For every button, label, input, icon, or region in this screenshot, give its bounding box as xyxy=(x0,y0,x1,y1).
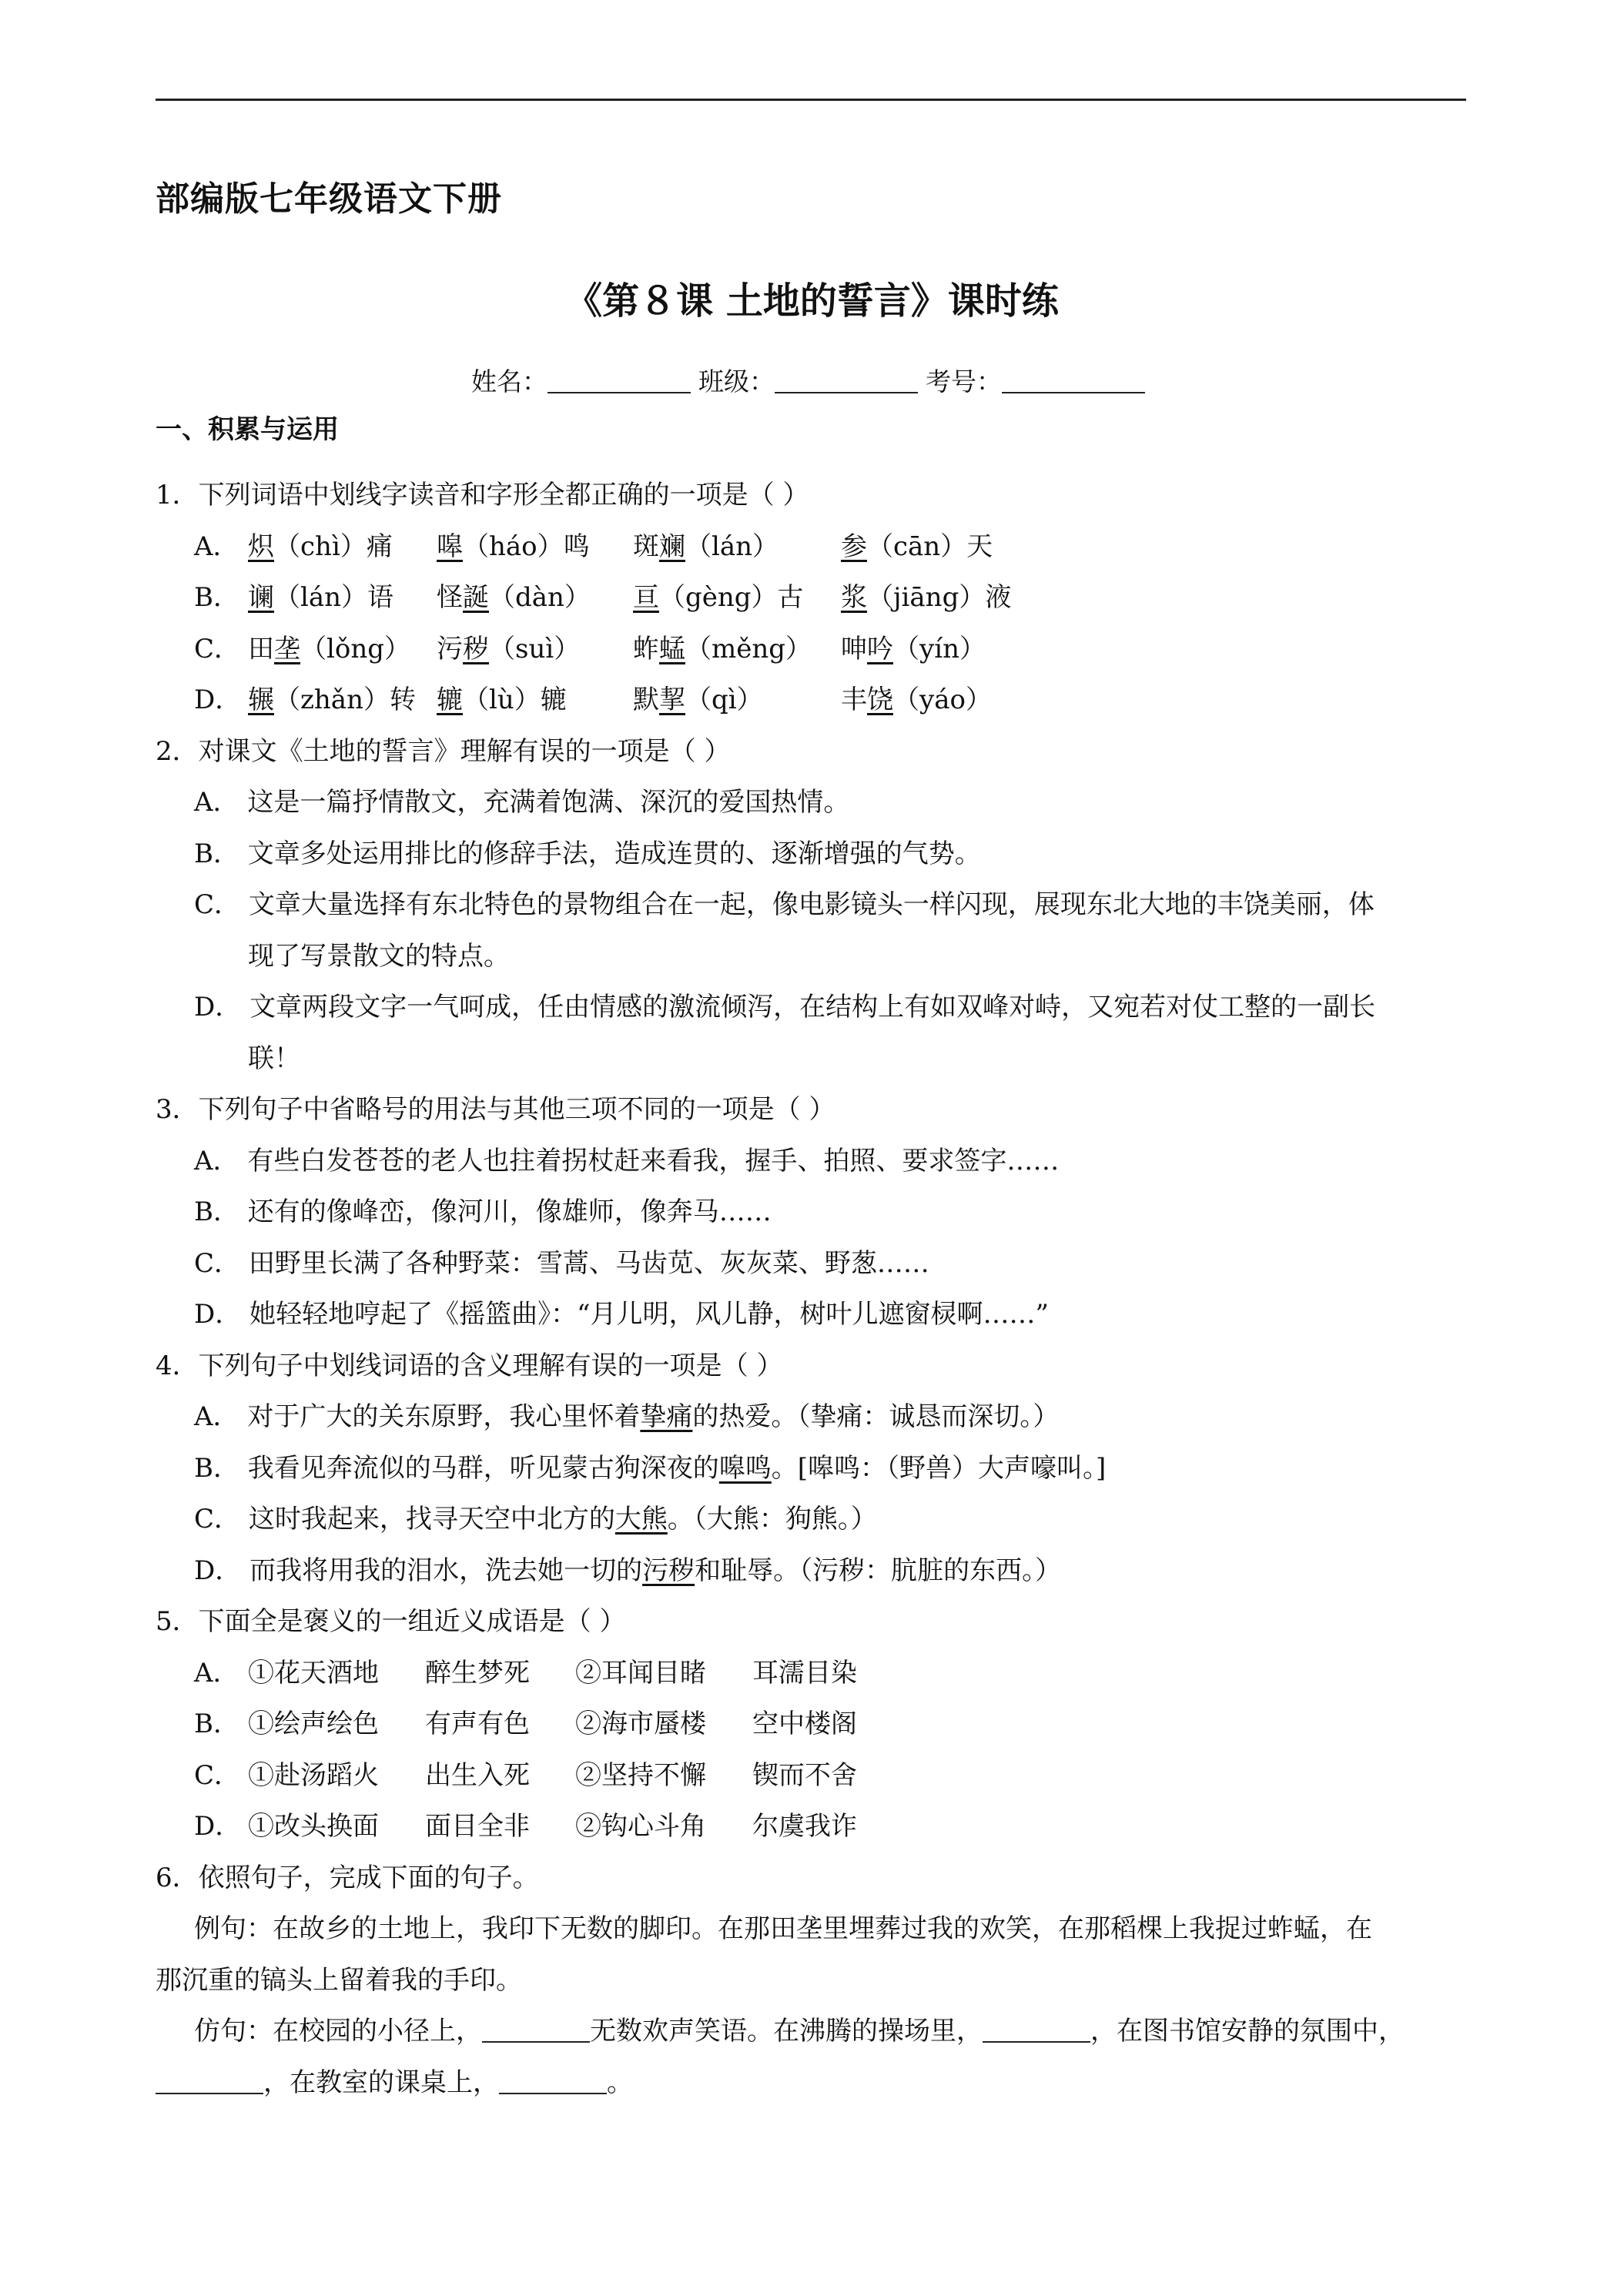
question-1-option-b: B． 谰（lán）语 怪誕（dàn） 亘（gèng）古 浆（jiāng）液 xyxy=(194,582,1012,613)
question-4-option-d: D． 而我将用我的泪水，洗去她一切的污秽和耻辱。（污秽：肮脏的东西。） xyxy=(194,1555,1062,1586)
question-3-stem: 3．下列句子中省略号的用法与其他三项不同的一项是（ ） xyxy=(156,1094,835,1125)
question-4-option-b: B． 我看见奔流似的马群，听见蒙古狗深夜的嗥鸣。[嗥鸣：（野兽）大声嚎叫。] xyxy=(194,1452,1107,1484)
section-heading: 一、积累与运用 xyxy=(156,414,339,445)
question-1-option-a: A． 炽（chì）痛 嗥（háo）鸣 斑斓（lán） 参（cān）天 xyxy=(194,530,993,562)
lesson-title: 《第８课 土地的誓言》课时练 xyxy=(565,279,1059,323)
question-3-option-a: A． 有些白发苍苍的老人也拄着拐杖赶来看我，握手、拍照、要求签字…… xyxy=(194,1145,1060,1176)
question-6-example-cont: 那沉重的镐头上留着我的手印。 xyxy=(156,1964,522,1996)
question-4-option-a: A． 对于广大的关东原野，我心里怀着挚痛的热爱。（挚痛：诚恳而深切。） xyxy=(194,1401,1060,1432)
question-6-example: 例句：在故乡的土地上，我印下无数的脚印。在那田垄里埋葬过我的欢笑，在那稻棵上我捉过蚱蜢，在 xyxy=(194,1913,1372,1944)
question-6-imitation: 仿句：在校园的小径上， 无数欢声笑语。在沸腾的操场里， ，在图书馆安静的氛围中， xyxy=(194,2016,1405,2047)
question-5-option-a: A． ①花天酒地 醉生梦死 ②耳闻目睹 耳濡目染 xyxy=(194,1657,857,1689)
question-6-stem: 6．依照句子，完成下面的句子。 xyxy=(156,1862,539,1893)
question-5-stem: 5．下面全是褒义的一组近义成语是（ ） xyxy=(156,1606,626,1637)
question-2-stem: 2．对课文《土地的誓言》理解有误的一项是（ ） xyxy=(156,735,731,767)
question-6-imitation-cont: ，在教室的课桌上， 。 xyxy=(156,2057,1466,2109)
name-label: 姓名： xyxy=(471,366,547,397)
question-4-stem: 4．下列句子中划线词语的含义理解有误的一项是（ ） xyxy=(156,1350,783,1381)
question-2-option-d-cont: 联！ xyxy=(248,1043,300,1074)
answer-blank[interactable] xyxy=(499,2070,607,2094)
question-5-option-c: C． ①赴汤蹈火 出生入死 ②坚持不懈 锲而不舍 xyxy=(194,1759,857,1791)
answer-blank[interactable] xyxy=(156,2070,263,2094)
question-3-option-b: B． 还有的像峰峦，像河川，像雄师，像奔马…… xyxy=(194,1197,772,1227)
answer-blank[interactable] xyxy=(482,2018,590,2043)
question-1-option-d: D． 辗（zhǎn）转 辘（lù）辘 默挈（qì） 丰饶（yáo） xyxy=(194,684,992,715)
question-4-option-c: C． 这时我起来，找寻天空中北方的大熊。（大熊：狗熊。） xyxy=(194,1504,877,1535)
question-5-option-d: D． ①改头换面 面目全非 ②钩心斗角 尔虞我诈 xyxy=(194,1811,857,1842)
question-5-option-b: B． ①绘声绘色 有声有色 ②海市蜃楼 空中楼阁 xyxy=(194,1709,857,1739)
question-3-option-c: C． 田野里长满了各种野菜：雪蒿、马齿苋、灰灰菜、野葱…… xyxy=(194,1247,929,1279)
header-rule xyxy=(156,99,1466,101)
question-2-option-a: A． 这是一篇抒情散文，充满着饱满、深沉的爱国热情。 xyxy=(194,787,850,818)
number-label: 考号： xyxy=(926,366,1002,397)
question-list xyxy=(156,470,1466,2108)
student-info-fields xyxy=(0,362,1624,398)
name-blank[interactable] xyxy=(547,367,691,393)
question-2-option-b: B． 文章多处运用排比的修辞手法，造成连贯的、逐渐增强的气势。 xyxy=(194,838,981,869)
class-blank[interactable] xyxy=(775,367,918,393)
question-1-stem: 1．下列词语中划线字读音和字形全都正确的一项是（ ） xyxy=(156,480,809,510)
question-2-option-c-cont: 现了写景散文的特点。 xyxy=(248,940,510,972)
question-2-option-c: C． 文章大量选择有东北特色的景物组合在一起，像电影镜头一样闪现，展现东北大地的丰饶美丽，体 xyxy=(194,889,1375,920)
class-label: 班级： xyxy=(698,366,775,397)
question-3-option-d: D． 她轻轻地哼起了《摇篮曲》：“月儿明，风儿静，树叶儿遮窗棂啊……” xyxy=(194,1299,1049,1330)
book-title: 部编版七年级语文下册 xyxy=(156,179,502,219)
question-1-option-c: C． 田垄（lǒng） 污秽（suì） 蚱蜢（měng） 呻吟（yín） xyxy=(194,633,986,664)
number-blank[interactable] xyxy=(1002,367,1145,393)
question-2-option-d: D． 文章两段文字一气呵成，任由情感的激流倾泻，在结构上有如双峰对峙，又宛若对仗工整的一副长 xyxy=(194,992,1376,1022)
answer-blank[interactable] xyxy=(983,2018,1090,2043)
